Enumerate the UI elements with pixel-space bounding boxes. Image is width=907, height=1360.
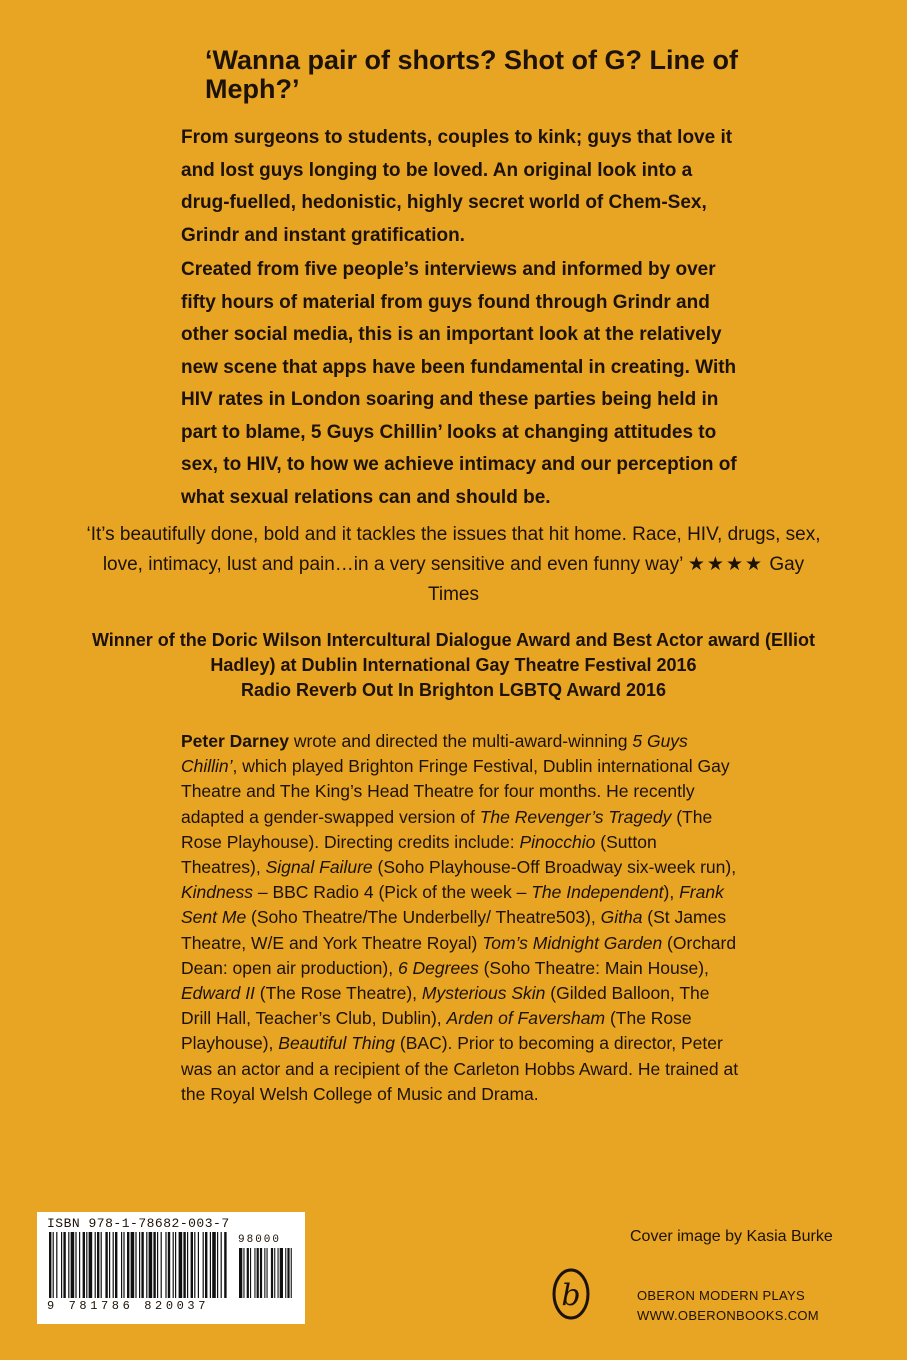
barcode-bar xyxy=(157,1232,158,1298)
barcode-bar xyxy=(86,1232,87,1298)
barcode-bar xyxy=(68,1232,69,1298)
barcode-bar xyxy=(210,1232,211,1298)
barcode-digits: 9 781786 820037 xyxy=(47,1298,295,1314)
barcode-bar xyxy=(127,1232,129,1298)
author-name: Peter Darney xyxy=(181,731,289,751)
barcode-bar xyxy=(101,1232,102,1298)
barcode-bar xyxy=(49,1232,51,1298)
barcode-bar xyxy=(287,1248,289,1298)
price-code: 98000 xyxy=(238,1234,298,1246)
award-line: Radio Reverb Out In Brighton LGBTQ Award 2016 xyxy=(240,680,667,700)
barcode-bar xyxy=(109,1232,110,1298)
oberon-logo-icon xyxy=(551,1268,591,1320)
barcode-bar xyxy=(141,1232,143,1298)
barcode-bar xyxy=(165,1232,166,1298)
barcode-bar xyxy=(161,1232,162,1298)
barcode-bar xyxy=(205,1232,207,1298)
barcode-bar xyxy=(89,1232,93,1298)
barcode-bar xyxy=(113,1232,114,1298)
barcode-bar xyxy=(198,1232,199,1298)
barcode-bar xyxy=(247,1248,249,1298)
barcode-bar xyxy=(243,1248,244,1298)
barcode-area xyxy=(47,1232,295,1316)
barcode-bar xyxy=(254,1248,255,1298)
barcode-bar xyxy=(280,1248,283,1298)
barcode-bar xyxy=(153,1232,155,1298)
barcode-bar xyxy=(173,1232,174,1298)
blurb-paragraph-2: Created from five people’s interviews and informed by over fifty hours of material from guys found through Grindr and other social media, this is an important look at the relatively new scene that apps have been fundamental in creating. With HIV rates in London soaring and these parties being held in part to blame, 5 Guys Chillin’ looks at changing attitudes to sex, to HIV, to how we achieve intimacy and our perception of what sexual relations can and should be. xyxy=(181,259,737,508)
review-source: Gay Times xyxy=(427,554,805,605)
barcode-bar xyxy=(95,1232,96,1298)
barcode-bar xyxy=(285,1248,286,1298)
barcode-bar xyxy=(203,1232,204,1298)
barcode-bar xyxy=(224,1232,226,1298)
publisher-website: WWW.OBERONBOOKS.COM xyxy=(637,1308,819,1323)
barcode-bar xyxy=(135,1232,136,1298)
barcode-bar xyxy=(168,1232,170,1298)
barcode-bar xyxy=(131,1232,135,1298)
barcode-bar xyxy=(53,1232,54,1298)
awards-block xyxy=(70,628,837,703)
barcode-bar xyxy=(250,1248,251,1298)
barcode-bar xyxy=(105,1232,107,1298)
publisher-info xyxy=(637,1286,819,1326)
barcode-bar xyxy=(274,1248,275,1298)
barcode-bar xyxy=(179,1232,183,1298)
barcode-bar xyxy=(278,1248,279,1298)
barcode-bar xyxy=(221,1232,222,1298)
barcode-bar xyxy=(271,1248,273,1298)
award-line: Winner of the Doric Wilson Intercultural Dialogue Award and Best Actor award (Elliot Hadley) at Dublin International Gay Theatre Festival 2016 xyxy=(91,630,816,675)
barcode-bar xyxy=(71,1232,75,1298)
barcode-bar xyxy=(194,1232,195,1298)
barcode-bar xyxy=(260,1248,262,1298)
barcode-bar xyxy=(217,1232,218,1298)
barcode-bar xyxy=(257,1248,259,1298)
barcode-bar xyxy=(146,1232,147,1298)
logo-glyph: b xyxy=(561,1278,581,1313)
barcode-bar xyxy=(267,1248,268,1298)
barcode-bar xyxy=(75,1232,76,1298)
barcode-bar xyxy=(264,1248,265,1298)
barcode-bar xyxy=(79,1232,80,1298)
barcode-bar xyxy=(183,1232,185,1298)
isbn-barcode xyxy=(37,1212,305,1324)
headline: ‘Wanna pair of shorts? Shot of G? Line of Meph?’ xyxy=(205,45,738,104)
barcode-bar xyxy=(115,1232,117,1298)
review-quote: ‘It’s beautifully done, bold and it tackles the issues that hit home. Race, HIV, drugs, sex, love, intimacy, lust and pain…in a very sensitive and even funny way’ xyxy=(86,524,821,575)
barcode-bar xyxy=(123,1232,124,1298)
barcode-bar xyxy=(63,1232,65,1298)
barcode-bar xyxy=(61,1232,62,1298)
barcode-bar xyxy=(139,1232,140,1298)
barcode-bar xyxy=(291,1248,292,1298)
barcode-bar xyxy=(187,1232,188,1298)
author-bio: Peter Darney wrote and directed the multi-award-winning 5 Guys Chillin’, which played Brighton Fringe Festival, Dublin international Gay Theatre and The King’s Head Theatre for four months. He recently adapted a gender-swapped version of The Revenger’s Tragedy (The Rose Playhouse). Directing credits include: Pinocchio (Sutton Theatres), Signal Failure (Soho Playhouse-Off Broadway six-week run), Kindness – BBC Radio 4 (Pick of the week – The Independent), Frank Sent Me (Soho Theatre/The Underbelly/ Theatre503), Githa (St James Theatre, W/E and York Theatre Royal) Tom’s Midnight Garden (Orchard Dean: open air production), 6 Degrees (Soho Theatre: Main House), Edward II (The Rose Theatre), Mysterious Skin (Gilded Balloon, The Drill Hall, Teacher’s Club, Dublin), Arden of Faversham (The Rose Playhouse), Beautiful Thing (BAC). Prior to becoming a director, Peter was an actor and a recipient of the Carleton Hobbs Award. He trained at the Royal Welsh College of Music and Drama. xyxy=(181,731,739,1104)
isbn-label: ISBN 978-1-78682-003-7 xyxy=(47,1216,230,1231)
barcode-bar xyxy=(175,1232,176,1298)
barcode-bar xyxy=(239,1248,242,1298)
barcode-bar xyxy=(121,1232,122,1298)
barcode-bar xyxy=(83,1232,85,1298)
review-quote-block xyxy=(80,520,827,610)
barcode-bar xyxy=(191,1232,193,1298)
barcode-bar xyxy=(149,1232,153,1298)
publisher-series: OBERON MODERN PLAYS xyxy=(637,1288,805,1303)
review-stars: ★★★★ xyxy=(687,554,765,575)
barcode-bar xyxy=(212,1232,216,1298)
blurb-paragraph-1: From surgeons to students, couples to kink; guys that love it and lost guys longing to be loved. An original look into a drug-fuelled, hedonistic, highly secret world of Chem-Sex, Grindr and instant gratification. xyxy=(181,127,733,246)
barcode-bar xyxy=(97,1232,99,1298)
barcode-bar xyxy=(56,1232,57,1298)
cover-credit: Cover image by Kasia Burke xyxy=(630,1228,833,1245)
